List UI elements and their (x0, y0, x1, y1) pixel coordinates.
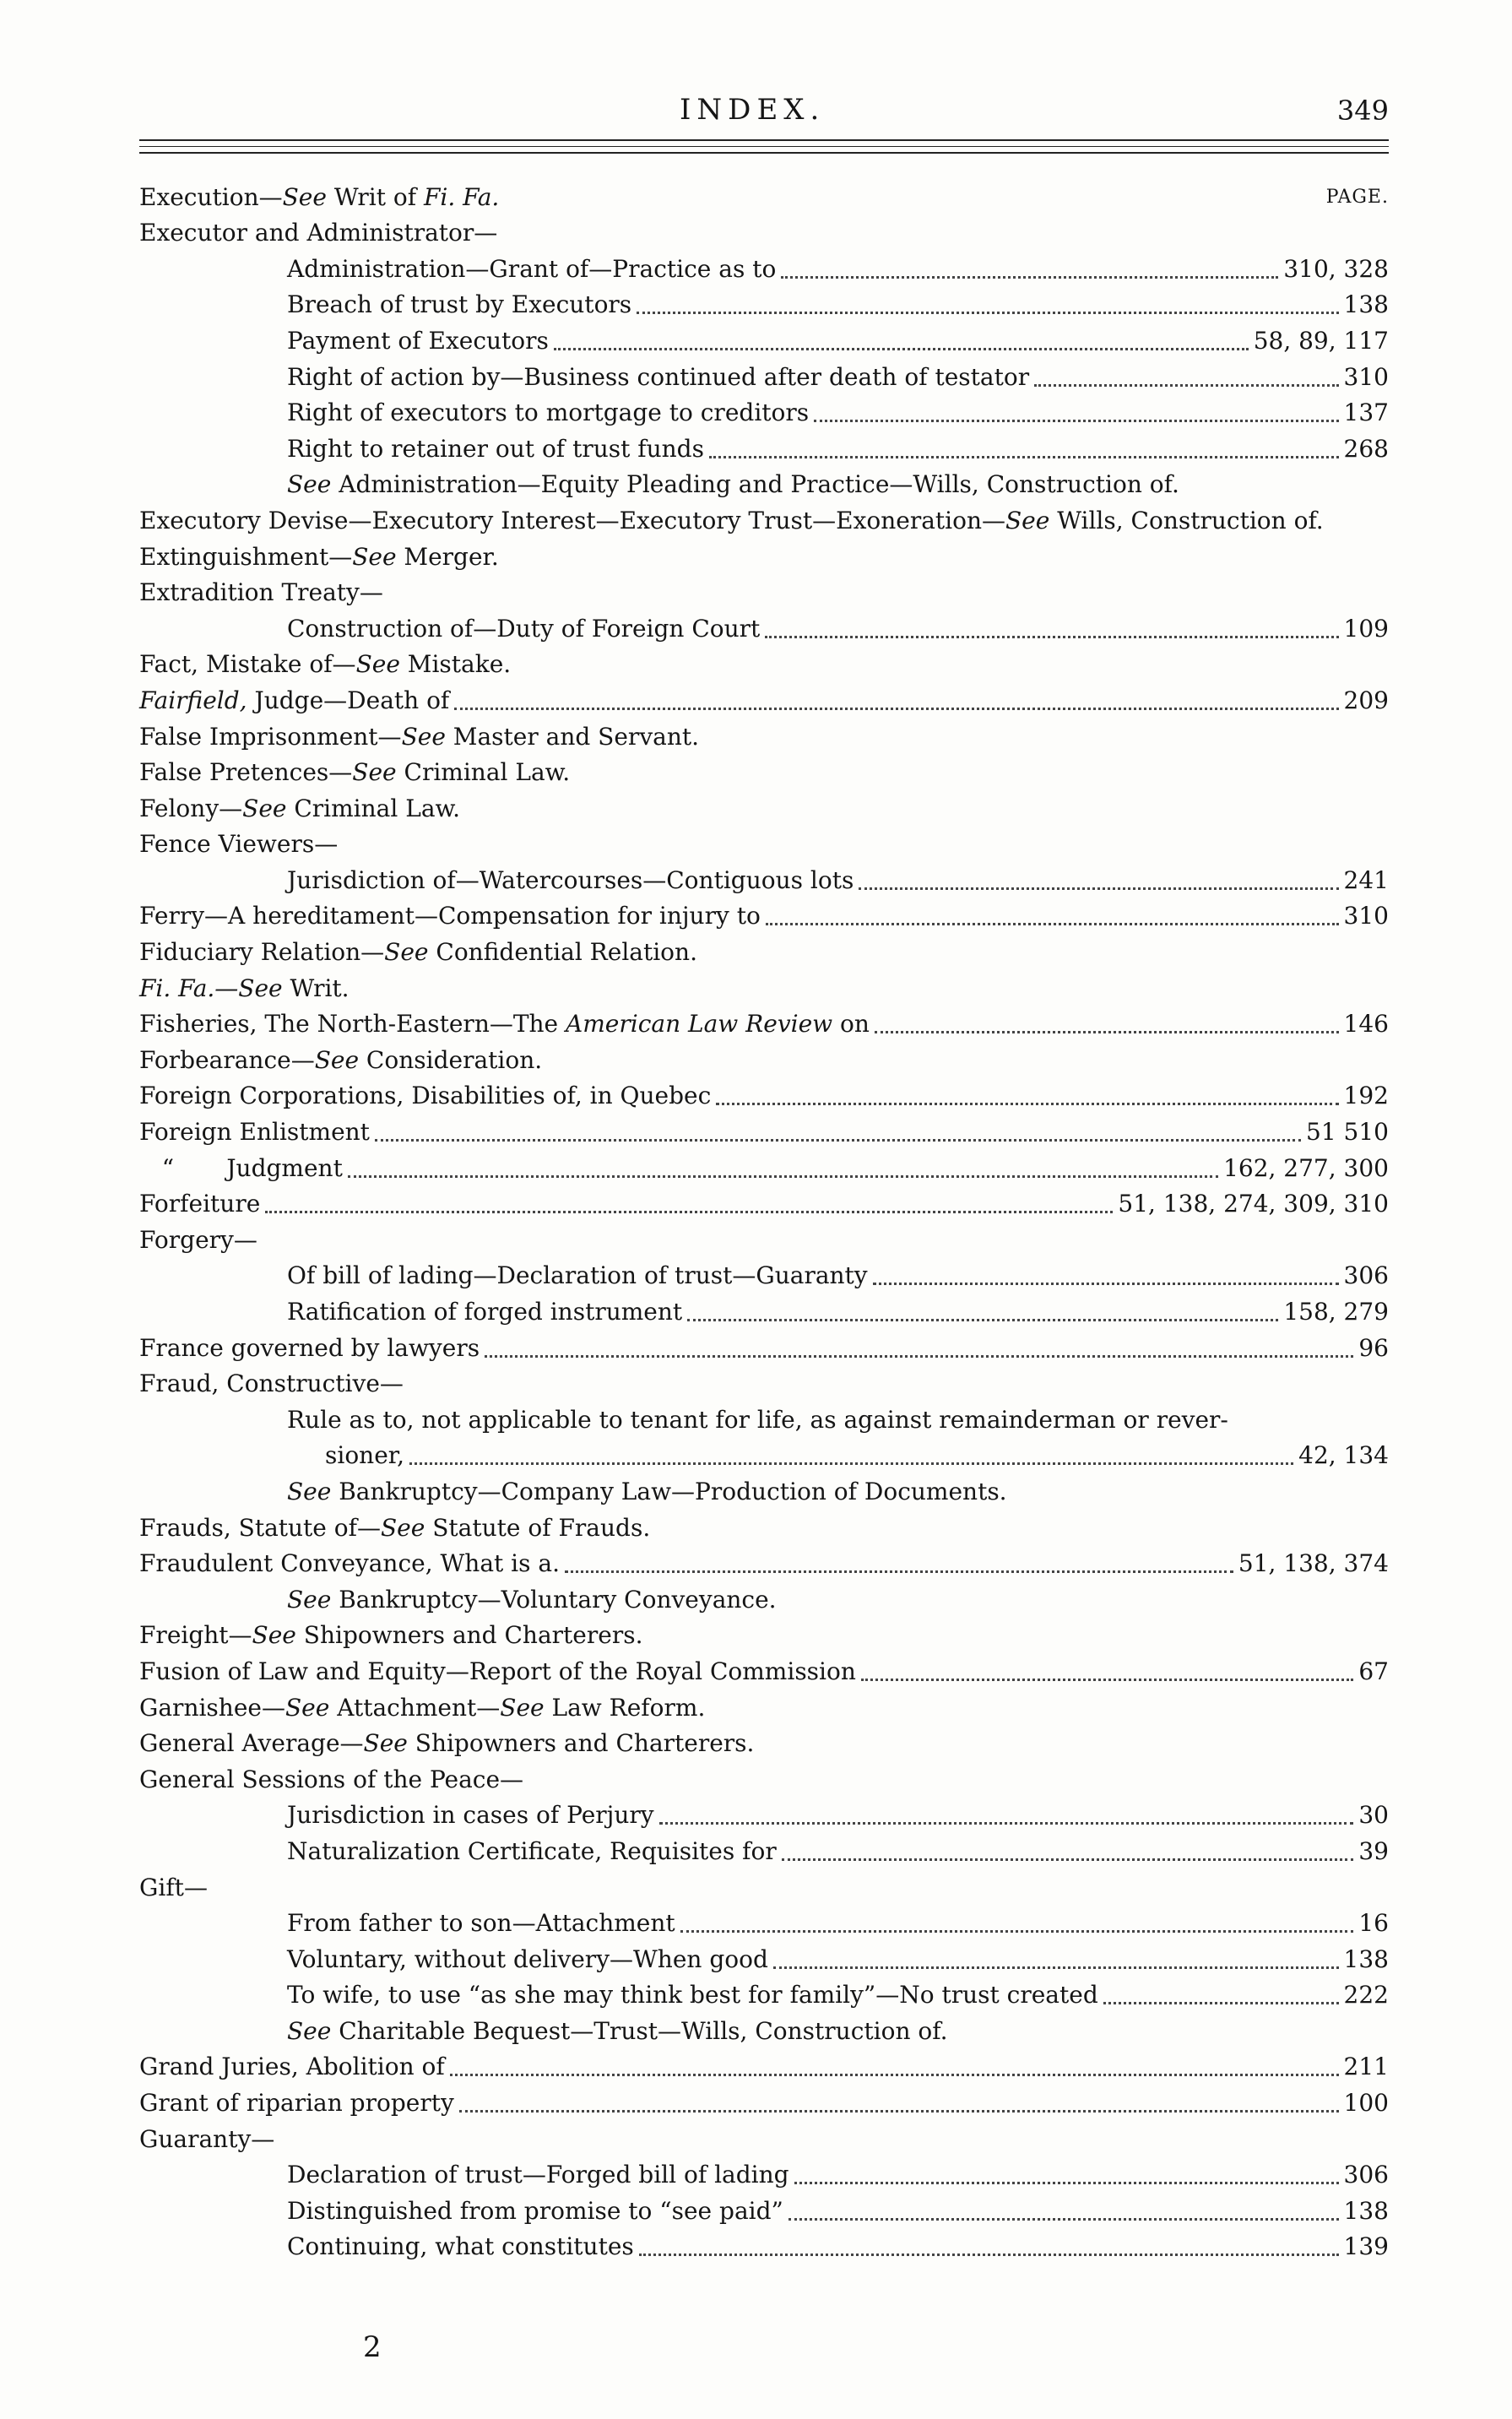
dot-leader (485, 1354, 1353, 1358)
entry-text: Gift— (139, 1873, 208, 1901)
dot-leader (680, 1929, 1354, 1933)
index-entry (139, 1938, 1389, 1974)
index-entry (139, 2226, 1389, 2262)
entry-text: Execution—See Writ of Fi. Fa. (139, 182, 500, 211)
entry-text: False Pretences—See Criminal Law. (139, 758, 571, 787)
entry-text: Fusion of Law and Equity—Report of the Royal Commission (139, 1657, 856, 1685)
entry-text: Construction of—Duty of Foreign Court (287, 614, 761, 643)
entry-text: See Charitable Bequest—Trust—Wills, Construction of. (287, 2016, 948, 2045)
dot-leader (348, 1174, 1218, 1178)
entry-pages: 109 (1343, 614, 1389, 643)
index-entry (139, 572, 1389, 608)
entry-pages: 192 (1343, 1082, 1389, 1110)
dot-leader (554, 347, 1249, 350)
dot-leader (716, 1102, 1338, 1105)
dot-leader (459, 2109, 1339, 2113)
entry-text: Felony—See Criminal Law. (139, 794, 461, 822)
entry-text: Foreign Enlistment (139, 1118, 370, 1147)
entry-pages: 16 (1358, 1909, 1389, 1938)
page-header (139, 86, 1389, 137)
index-entry (139, 1363, 1389, 1399)
entry-text: Forbearance—See Consideration. (139, 1045, 543, 1074)
entry-text: Guaranty— (139, 2124, 275, 2153)
dot-leader (639, 2253, 1339, 2256)
entry-pages: 138 (1343, 290, 1389, 319)
dot-leader (873, 1282, 1339, 1285)
dot-leader (375, 1138, 1301, 1142)
index-entry (139, 1794, 1389, 1831)
entry-pages: 51, 138, 374 (1238, 1549, 1389, 1578)
entry-text: Declaration of trust—Forged bill of lading (287, 2161, 789, 2189)
entry-text: sioner, (325, 1441, 404, 1470)
index-entry (139, 1866, 1389, 1902)
index-entry (139, 355, 1389, 392)
index-entry (139, 823, 1389, 860)
index-list (139, 176, 1389, 2261)
index-entry (139, 1974, 1389, 2010)
index-entry (139, 2010, 1389, 2046)
entry-text: France governed by lawyers (139, 1333, 480, 1362)
dot-leader (789, 2217, 1339, 2221)
index-entry (139, 499, 1389, 535)
entry-pages: 310, 328 (1283, 254, 1389, 283)
entry-pages: 51, 138, 274, 309, 310 (1118, 1190, 1389, 1218)
entry-pages: 42, 134 (1298, 1441, 1389, 1470)
index-entry (139, 1218, 1389, 1255)
entry-pages: 306 (1343, 2161, 1389, 2189)
dot-leader (781, 275, 1278, 279)
dot-leader (875, 1030, 1339, 1033)
entry-text: Right to retainer out of trust funds (287, 434, 704, 463)
entry-pages: 222 (1343, 1981, 1389, 2010)
entry-pages: 158, 279 (1283, 1298, 1389, 1326)
dot-leader (766, 922, 1339, 925)
entry-text: Fact, Mistake of—See Mistake. (139, 650, 512, 679)
index-entry (139, 392, 1389, 428)
index-entry (139, 535, 1389, 572)
entry-pages: 30 (1358, 1801, 1389, 1830)
entry-text: Fi. Fa.—See Writ. (139, 974, 350, 1002)
entry-text: See Bankruptcy—Voluntary Conveyance. (287, 1585, 777, 1614)
dot-leader (409, 1462, 1293, 1465)
entry-text: Ratification of forged instrument (287, 1298, 683, 1326)
index-entry (139, 679, 1389, 715)
page-title: INDEX. (680, 93, 826, 127)
entry-text: Right of executors to mortgage to creditors (287, 399, 810, 427)
index-entry (139, 1543, 1389, 1579)
index-entry (139, 2189, 1389, 2226)
entry-pages: 58, 89, 117 (1253, 326, 1389, 355)
index-entry (139, 1255, 1389, 1291)
index-entry (139, 1830, 1389, 1866)
index-entry (139, 895, 1389, 931)
index-entry (139, 2118, 1389, 2154)
index-entry (139, 1686, 1389, 1722)
entry-pages: 67 (1358, 1657, 1389, 1685)
entry-pages: 39 (1358, 1836, 1389, 1865)
index-entry (139, 930, 1389, 967)
entry-text: False Imprisonment—See Master and Servant. (139, 722, 700, 751)
entry-text: Fraud, Constructive— (139, 1370, 404, 1398)
signature-mark: 2 (363, 2330, 382, 2364)
index-entry (139, 1290, 1389, 1326)
entry-text: Of bill of lading—Declaration of trust—Guaranty (287, 1261, 868, 1290)
entry-text: Administration—Grant of—Practice as to (287, 254, 777, 283)
index-entry (139, 2154, 1389, 2190)
entry-pages: 209 (1343, 686, 1389, 714)
index-entry (139, 1075, 1389, 1111)
index-entry (139, 1506, 1389, 1543)
entry-text: “ Judgment (139, 1153, 343, 1182)
index-entry (139, 2046, 1389, 2082)
entry-text: See Administration—Equity Pleading and Practice—Wills, Construction of. (287, 470, 1179, 499)
entry-text: Extinguishment—See Merger. (139, 542, 499, 571)
dot-leader (637, 311, 1338, 314)
entry-text: Freight—See Shipowners and Charterers. (139, 1621, 643, 1650)
index-entry (139, 1326, 1389, 1363)
index-entry (139, 2081, 1389, 2118)
index-entry (139, 715, 1389, 751)
header-rule (139, 139, 1389, 141)
entry-text: Forgery— (139, 1225, 257, 1254)
entry-text: Fraudulent Conveyance, What is a. (139, 1549, 560, 1578)
entry-pages: 310 (1343, 902, 1389, 930)
entry-pages: 138 (1343, 2196, 1389, 2225)
entry-text: Frauds, Statute of—See Statute of Frauds. (139, 1513, 651, 1542)
page-number: 349 (1336, 95, 1389, 127)
header-rule (139, 146, 1389, 147)
index-entry (139, 1003, 1389, 1039)
entry-text: Fisheries, The North-Eastern—The American Law Review on (139, 1010, 870, 1039)
index-entry (139, 427, 1389, 464)
index-entry (139, 464, 1389, 500)
entry-text: General Sessions of the Peace— (139, 1765, 524, 1793)
entry-pages: 139 (1343, 2232, 1389, 2261)
index-entry (139, 1435, 1389, 1471)
entry-text: Jurisdiction in cases of Perjury (287, 1801, 654, 1830)
index-entry (139, 751, 1389, 788)
dot-leader (861, 1678, 1353, 1681)
entry-pages: 310 (1343, 362, 1389, 391)
entry-text: Executory Devise—Executory Interest—Executory Trust—Exoneration—See Wills, Construction of. (139, 506, 1324, 534)
entry-text: Fairfield, Judge—Death of (139, 686, 450, 714)
index-entry (139, 1650, 1389, 1686)
entry-text: Foreign Corporations, Disabilities of, in Quebec (139, 1082, 712, 1110)
entry-text: Breach of trust by Executors (287, 290, 632, 319)
dot-leader (687, 1318, 1278, 1321)
dot-leader (859, 887, 1338, 890)
index-entry (139, 1578, 1389, 1614)
dot-leader (565, 1570, 1233, 1573)
dot-leader (782, 1858, 1354, 1861)
dot-leader (814, 419, 1338, 422)
entry-text: Distinguished from promise to “see paid” (287, 2196, 783, 2225)
dot-leader (659, 1821, 1354, 1825)
index-entry (139, 607, 1389, 643)
index-entry (139, 284, 1389, 320)
index-entry (139, 1039, 1389, 1075)
index-entry (139, 787, 1389, 823)
index-entry (139, 1398, 1389, 1435)
page-column-label: PAGE. (1325, 186, 1389, 208)
index-entry (139, 643, 1389, 680)
entry-text: See Bankruptcy—Company Law—Production of Documents. (287, 1477, 1007, 1505)
dot-leader (454, 707, 1338, 710)
dot-leader (773, 1966, 1339, 1969)
entry-text: Grand Juries, Abolition of (139, 2053, 445, 2081)
entry-text: Naturalization Certificate, Requisites for (287, 1836, 777, 1865)
entry-text: Garnishee—See Attachment—See Law Reform. (139, 1693, 706, 1722)
index-entry (139, 1758, 1389, 1794)
entry-pages: 96 (1358, 1333, 1389, 1362)
entry-pages: 162, 277, 300 (1223, 1153, 1389, 1182)
entry-text: Rule as to, not applicable to tenant for life, as against remainderman or rever- (287, 1405, 1228, 1434)
entry-text: Fiduciary Relation—See Confidential Relation. (139, 938, 697, 967)
dot-leader (450, 2073, 1339, 2076)
index-entry (139, 1614, 1389, 1651)
entry-text: Right of action by—Business continued after death of testator (287, 362, 1030, 391)
entry-pages: 51 510 (1306, 1118, 1389, 1147)
entry-text: From father to son—Attachment (287, 1909, 675, 1938)
index-entry (139, 859, 1389, 895)
index-entry (139, 1902, 1389, 1939)
index-entry (139, 1147, 1389, 1183)
entry-text: Payment of Executors (287, 326, 549, 355)
dot-leader (1034, 383, 1338, 387)
entry-text: Voluntary, without delivery—When good (287, 1944, 768, 1973)
dot-leader (709, 455, 1339, 458)
entry-text: Continuing, what constitutes (287, 2232, 634, 2261)
entry-text: Extradition Treaty— (139, 578, 383, 607)
entry-pages: 146 (1343, 1010, 1389, 1039)
entry-text: General Average—See Shipowners and Charterers. (139, 1729, 755, 1758)
entry-pages: 241 (1343, 865, 1389, 894)
entry-text: To wife, to use “as she may think best for family”—No trust created (287, 1981, 1098, 2010)
index-entry (139, 319, 1389, 355)
entry-text: Executor and Administrator— (139, 219, 498, 247)
entry-pages: 138 (1343, 1944, 1389, 1973)
index-entry (139, 212, 1389, 248)
dot-leader (1103, 2001, 1339, 2004)
entry-text: Fence Viewers— (139, 830, 339, 859)
dot-leader (265, 1210, 1113, 1213)
entry-text: Ferry—A hereditament—Compensation for injury to (139, 902, 761, 930)
index-entry (139, 247, 1389, 284)
index-entry (139, 1110, 1389, 1147)
index-entry (139, 176, 1389, 212)
dot-leader (765, 635, 1338, 638)
entry-pages: 137 (1343, 399, 1389, 427)
entry-pages: 211 (1343, 2053, 1389, 2081)
entry-pages: 100 (1343, 2089, 1389, 2118)
header-rule (139, 152, 1389, 154)
index-entry (139, 1470, 1389, 1506)
index-entry (139, 1183, 1389, 1219)
entry-pages: 306 (1343, 1261, 1389, 1290)
entry-text: Forfeiture (139, 1190, 261, 1218)
entry-pages: 268 (1343, 434, 1389, 463)
entry-text: Grant of riparian property (139, 2089, 454, 2118)
entry-text: Jurisdiction of—Watercourses—Contiguous lots (287, 865, 854, 894)
dot-leader (794, 2181, 1339, 2184)
index-entry (139, 967, 1389, 1003)
index-entry (139, 1722, 1389, 1759)
